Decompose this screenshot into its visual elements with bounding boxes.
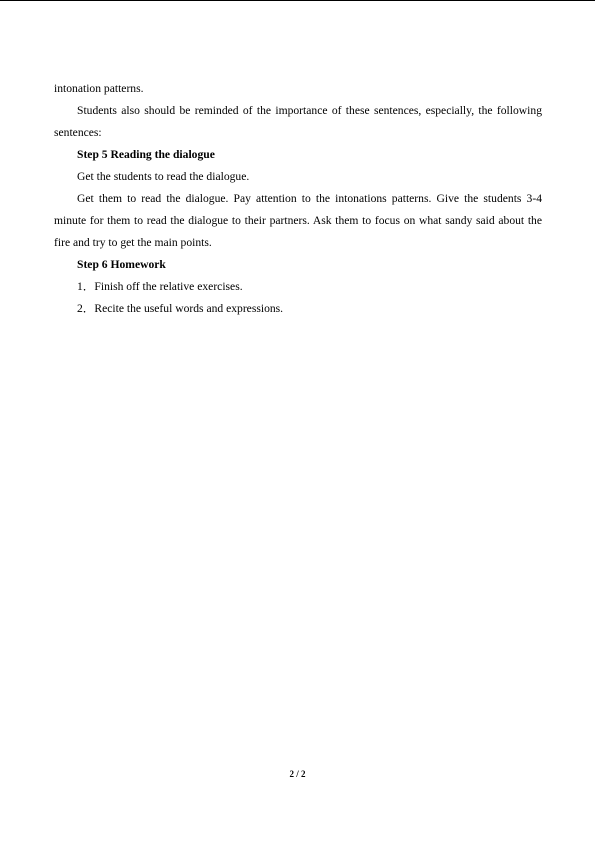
step5-heading: Step 5 Reading the dialogue: [77, 148, 215, 161]
page-number: 2 / 2: [289, 769, 306, 779]
list-text: Recite the useful words and expressions.: [94, 302, 284, 315]
header-rule: [0, 0, 595, 1]
list-text: Finish off the relative exercises.: [94, 280, 243, 293]
step6-heading: Step 6 Homework: [77, 258, 166, 271]
paragraph-reminder: Students also should be reminded of the importance of these sentences, especially, the following sentences:: [54, 104, 542, 139]
paragraph-instructions: Get them to read the dialogue. Pay attention to the intonations patterns. Give the students 3-4 minute for them to read the dialogue to their partners. Ask them to focus on what sandy said about the fire and try to get the main points.: [54, 192, 542, 249]
document-body: [54, 78, 542, 320]
paragraph-get-students: Get the students to read the dialogue.: [77, 170, 250, 183]
list-item: [54, 298, 542, 320]
list-number: 1．: [77, 280, 95, 293]
list-item: [54, 276, 542, 298]
list-number: 2．: [77, 302, 95, 315]
paragraph-continuation: intonation patterns.: [54, 82, 144, 95]
